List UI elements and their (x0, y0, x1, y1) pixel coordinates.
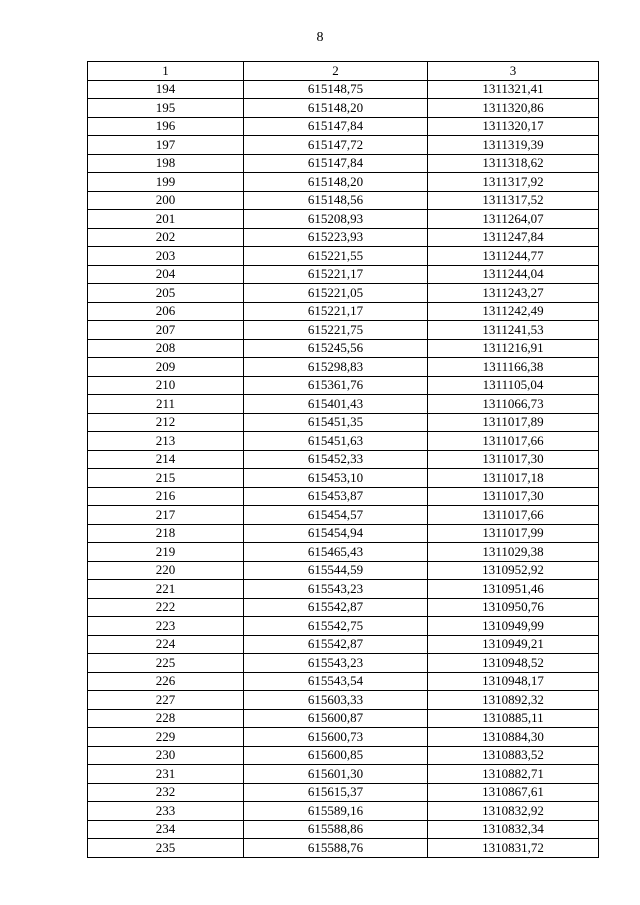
table-row (88, 413, 599, 432)
y-coordinate-cell: 1311017,66 (428, 432, 599, 451)
column-header-3: 3 (428, 62, 599, 81)
x-coordinate-cell: 615148,20 (244, 173, 428, 192)
point-number-cell: 227 (88, 691, 244, 710)
point-number-cell: 209 (88, 358, 244, 377)
y-coordinate-cell: 1310951,46 (428, 580, 599, 599)
table-row (88, 395, 599, 414)
x-coordinate-cell: 615453,10 (244, 469, 428, 488)
point-number-cell: 235 (88, 839, 244, 858)
table-row (88, 265, 599, 284)
x-coordinate-cell: 615147,84 (244, 154, 428, 173)
table-row (88, 469, 599, 488)
y-coordinate-cell: 1310883,52 (428, 746, 599, 765)
x-coordinate-cell: 615543,23 (244, 654, 428, 673)
x-coordinate-cell: 615465,43 (244, 543, 428, 562)
x-coordinate-cell: 615451,35 (244, 413, 428, 432)
point-number-cell: 228 (88, 709, 244, 728)
point-number-cell: 231 (88, 765, 244, 784)
table-body (88, 80, 599, 857)
point-number-cell: 229 (88, 728, 244, 747)
table-row (88, 136, 599, 155)
y-coordinate-cell: 1311244,04 (428, 265, 599, 284)
table-row (88, 561, 599, 580)
x-coordinate-cell: 615601,30 (244, 765, 428, 784)
x-coordinate-cell: 615221,17 (244, 302, 428, 321)
y-coordinate-cell: 1310885,11 (428, 709, 599, 728)
y-coordinate-cell: 1310867,61 (428, 783, 599, 802)
point-number-cell: 195 (88, 99, 244, 118)
point-number-cell: 198 (88, 154, 244, 173)
y-coordinate-cell: 1311017,89 (428, 413, 599, 432)
table-header (88, 62, 599, 81)
x-coordinate-cell: 615221,17 (244, 265, 428, 284)
x-coordinate-cell: 615451,63 (244, 432, 428, 451)
x-coordinate-cell: 615148,20 (244, 99, 428, 118)
table-row (88, 487, 599, 506)
x-coordinate-cell: 615361,76 (244, 376, 428, 395)
table-row (88, 210, 599, 229)
x-coordinate-cell: 615221,55 (244, 247, 428, 266)
y-coordinate-cell: 1310884,30 (428, 728, 599, 747)
x-coordinate-cell: 615454,94 (244, 524, 428, 543)
y-coordinate-cell: 1311320,17 (428, 117, 599, 136)
point-number-cell: 210 (88, 376, 244, 395)
x-coordinate-cell: 615454,57 (244, 506, 428, 525)
column-header-2: 2 (244, 62, 428, 81)
table-row (88, 820, 599, 839)
header-row (88, 62, 599, 81)
table-row (88, 765, 599, 784)
x-coordinate-cell: 615148,56 (244, 191, 428, 210)
y-coordinate-cell: 1311317,52 (428, 191, 599, 210)
y-coordinate-cell: 1310832,92 (428, 802, 599, 821)
point-number-cell: 217 (88, 506, 244, 525)
point-number-cell: 226 (88, 672, 244, 691)
y-coordinate-cell: 1310948,52 (428, 654, 599, 673)
y-coordinate-cell: 1310949,21 (428, 635, 599, 654)
table-row (88, 635, 599, 654)
x-coordinate-cell: 615600,85 (244, 746, 428, 765)
point-number-cell: 215 (88, 469, 244, 488)
y-coordinate-cell: 1310952,92 (428, 561, 599, 580)
point-number-cell: 221 (88, 580, 244, 599)
y-coordinate-cell: 1311320,86 (428, 99, 599, 118)
point-number-cell: 214 (88, 450, 244, 469)
x-coordinate-cell: 615600,73 (244, 728, 428, 747)
y-coordinate-cell: 1311247,84 (428, 228, 599, 247)
y-coordinate-cell: 1311241,53 (428, 321, 599, 340)
point-number-cell: 211 (88, 395, 244, 414)
table-row (88, 358, 599, 377)
point-number-cell: 202 (88, 228, 244, 247)
table-row (88, 339, 599, 358)
point-number-cell: 199 (88, 173, 244, 192)
point-number-cell: 204 (88, 265, 244, 284)
y-coordinate-cell: 1311017,30 (428, 450, 599, 469)
table-row (88, 746, 599, 765)
x-coordinate-cell: 615208,93 (244, 210, 428, 229)
point-number-cell: 203 (88, 247, 244, 266)
y-coordinate-cell: 1311317,92 (428, 173, 599, 192)
table-row (88, 228, 599, 247)
x-coordinate-cell: 615298,83 (244, 358, 428, 377)
y-coordinate-cell: 1311166,38 (428, 358, 599, 377)
point-number-cell: 216 (88, 487, 244, 506)
y-coordinate-cell: 1311243,27 (428, 284, 599, 303)
point-number-cell: 200 (88, 191, 244, 210)
y-coordinate-cell: 1310831,72 (428, 839, 599, 858)
x-coordinate-cell: 615452,33 (244, 450, 428, 469)
point-number-cell: 220 (88, 561, 244, 580)
y-coordinate-cell: 1310949,99 (428, 617, 599, 636)
table-row (88, 302, 599, 321)
x-coordinate-cell: 615615,37 (244, 783, 428, 802)
x-coordinate-cell: 615401,43 (244, 395, 428, 414)
point-number-cell: 208 (88, 339, 244, 358)
y-coordinate-cell: 1311017,30 (428, 487, 599, 506)
table-row (88, 376, 599, 395)
point-number-cell: 223 (88, 617, 244, 636)
table-row (88, 580, 599, 599)
y-coordinate-cell: 1311318,62 (428, 154, 599, 173)
table-row (88, 321, 599, 340)
table-row (88, 432, 599, 451)
y-coordinate-cell: 1311242,49 (428, 302, 599, 321)
point-number-cell: 194 (88, 80, 244, 99)
point-number-cell: 213 (88, 432, 244, 451)
y-coordinate-cell: 1311264,07 (428, 210, 599, 229)
table-row (88, 524, 599, 543)
point-number-cell: 230 (88, 746, 244, 765)
table-row (88, 284, 599, 303)
x-coordinate-cell: 615542,87 (244, 635, 428, 654)
x-coordinate-cell: 615221,75 (244, 321, 428, 340)
x-coordinate-cell: 615543,54 (244, 672, 428, 691)
table-row (88, 450, 599, 469)
x-coordinate-cell: 615542,87 (244, 598, 428, 617)
page-number: 8 (316, 30, 324, 45)
y-coordinate-cell: 1311017,99 (428, 524, 599, 543)
x-coordinate-cell: 615603,33 (244, 691, 428, 710)
table-row (88, 839, 599, 858)
y-coordinate-cell: 1310948,17 (428, 672, 599, 691)
table-row (88, 506, 599, 525)
table-row (88, 247, 599, 266)
point-number-cell: 233 (88, 802, 244, 821)
table-row (88, 802, 599, 821)
y-coordinate-cell: 1311029,38 (428, 543, 599, 562)
x-coordinate-cell: 615588,86 (244, 820, 428, 839)
point-number-cell: 201 (88, 210, 244, 229)
table-row (88, 80, 599, 99)
y-coordinate-cell: 1311321,41 (428, 80, 599, 99)
x-coordinate-cell: 615588,76 (244, 839, 428, 858)
table-row (88, 691, 599, 710)
x-coordinate-cell: 615600,87 (244, 709, 428, 728)
x-coordinate-cell: 615245,56 (244, 339, 428, 358)
y-coordinate-cell: 1311017,18 (428, 469, 599, 488)
y-coordinate-cell: 1310950,76 (428, 598, 599, 617)
y-coordinate-cell: 1311017,66 (428, 506, 599, 525)
y-coordinate-cell: 1310892,32 (428, 691, 599, 710)
x-coordinate-cell: 615223,93 (244, 228, 428, 247)
x-coordinate-cell: 615542,75 (244, 617, 428, 636)
point-number-cell: 197 (88, 136, 244, 155)
x-coordinate-cell: 615147,72 (244, 136, 428, 155)
y-coordinate-cell: 1311319,39 (428, 136, 599, 155)
y-coordinate-cell: 1311216,91 (428, 339, 599, 358)
x-coordinate-cell: 615147,84 (244, 117, 428, 136)
point-number-cell: 196 (88, 117, 244, 136)
coordinates-table (87, 61, 599, 858)
table-row (88, 783, 599, 802)
point-number-cell: 205 (88, 284, 244, 303)
point-number-cell: 234 (88, 820, 244, 839)
table-row (88, 598, 599, 617)
point-number-cell: 212 (88, 413, 244, 432)
x-coordinate-cell: 615453,87 (244, 487, 428, 506)
x-coordinate-cell: 615589,16 (244, 802, 428, 821)
x-coordinate-cell: 615221,05 (244, 284, 428, 303)
point-number-cell: 207 (88, 321, 244, 340)
point-number-cell: 224 (88, 635, 244, 654)
table-row (88, 543, 599, 562)
table-row (88, 117, 599, 136)
table-row (88, 654, 599, 673)
table-row (88, 154, 599, 173)
y-coordinate-cell: 1310832,34 (428, 820, 599, 839)
column-header-1: 1 (88, 62, 244, 81)
table-row (88, 728, 599, 747)
table-row (88, 173, 599, 192)
point-number-cell: 225 (88, 654, 244, 673)
y-coordinate-cell: 1311244,77 (428, 247, 599, 266)
point-number-cell: 222 (88, 598, 244, 617)
table-row (88, 617, 599, 636)
table-row (88, 99, 599, 118)
table-row (88, 191, 599, 210)
point-number-cell: 218 (88, 524, 244, 543)
x-coordinate-cell: 615543,23 (244, 580, 428, 599)
y-coordinate-cell: 1310882,71 (428, 765, 599, 784)
point-number-cell: 232 (88, 783, 244, 802)
point-number-cell: 206 (88, 302, 244, 321)
x-coordinate-cell: 615544,59 (244, 561, 428, 580)
table-row (88, 709, 599, 728)
table-row (88, 672, 599, 691)
y-coordinate-cell: 1311105,04 (428, 376, 599, 395)
y-coordinate-cell: 1311066,73 (428, 395, 599, 414)
x-coordinate-cell: 615148,75 (244, 80, 428, 99)
point-number-cell: 219 (88, 543, 244, 562)
